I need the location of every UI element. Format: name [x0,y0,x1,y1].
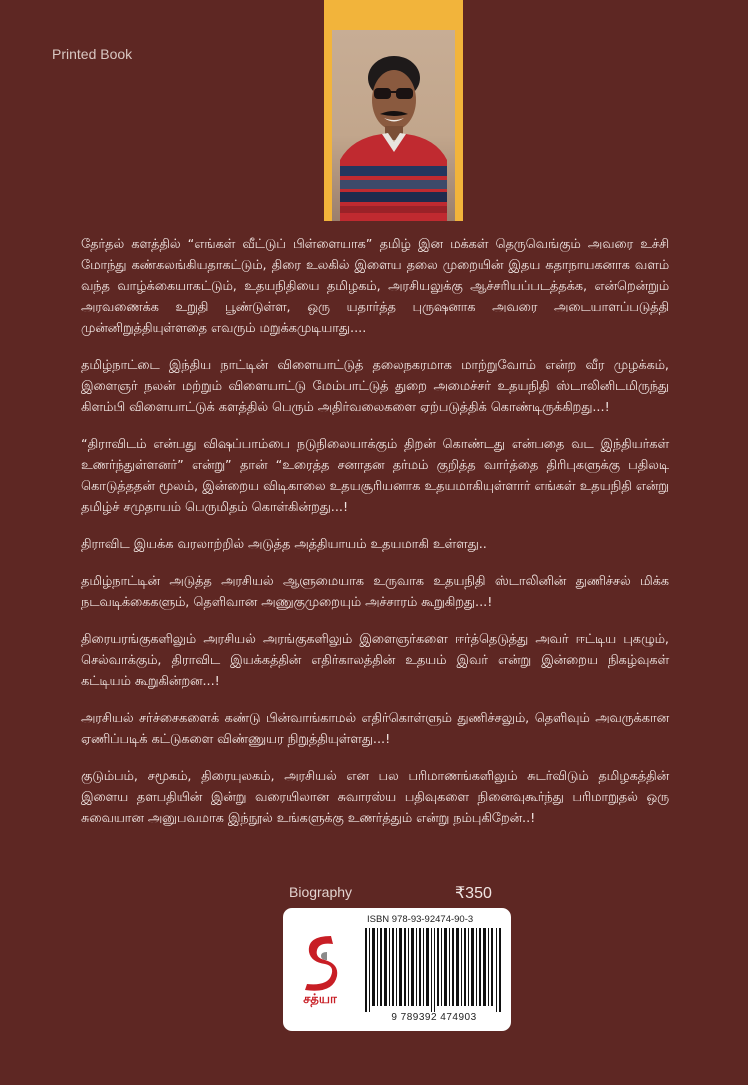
description-paragraph: தேர்தல் களத்தில் “எங்கள் வீட்டுப் பிள்ளையாக” தமிழ் இன மக்கள் தெருவெங்கும் அவரை உச்சி மோந்து கண்கலங்கியதாகட்டும், திரை உலகில் இளைய தலை முறையின் இதய கதாநாயகனாக வளம் வந்த வாழ்க்கையாகட்டும், உதயநிதியை தமிழகம், அரசியலுக்கு ஆச்சரியப்படத்தக்க, என்றென்றும் அரவணைக்க உறுதி பூண்டுள்ள, ஒரு யதார்த்த புருஷனாக அவரை அடையாளப்படுத்தி முன்னிறுத்தியுள்ளதை எவரும் மறுக்கமுடியாது.... [81,237,669,336]
genre-label: Biography [289,884,353,900]
publisher-logo-icon [297,930,343,994]
ean-number: 9 789392 474903 [391,1012,477,1023]
isbn-text: ISBN 978-93-92474-90-3 [367,914,474,925]
barcode-icon [365,928,503,1012]
description-paragraph: அரசியல் சர்ச்சைகளைக் கண்டு பின்வாங்காமல் எதிர்கொள்ளும் துணிச்சலும், தெளிவும் அவருக்கான ஏணிப்படிக் கட்டுகளை விண்ணுயர நிறுத்தியுள்ளது...! [81,711,669,747]
barcode-box [283,908,511,1031]
printed-book-label: Printed Book [52,46,133,62]
description-paragraph: திராவிட இயக்க வரலாற்றில் அடுத்த அத்தியாயம் உதயமாகி உள்ளது.. [81,537,487,552]
description-paragraph: திரையரங்குகளிலும் அரசியல் அரங்குகளிலும் இளைஞர்களை ஈர்த்தெடுத்து அவர் ஈட்டிய புகழும், செல்வாக்கும், திராவிட இயக்கத்தின் எதிர்காலத்தின் உதயம் இவர் என்று இன்றைய நிகழ்வுகள் கட்டியம் கூறுகின்றன...! [81,632,669,689]
price-label: ₹350 [455,885,492,902]
description-paragraph: தமிழ்நாட்டின் அடுத்த அரசியல் ஆளுமையாக உருவாக உதயநிதி ஸ்டாலினின் துணிச்சல் மிக்க நடவடிக்கைகளும், தெளிவான அணுகுமுறையும் அச்சாரம் கூறுகிறது...! [81,574,669,610]
description-paragraph: குடும்பம், சமூகம், திரையுலகம், அரசியல் என பல பரிமாணங்களிலும் சுடர்விடும் தமிழகத்தின் இளைய தளபதியின் இன்று வரையிலான சுவாரஸ்ய பதிவுகளை நினைவுகூர்ந்து பரிமாறுதல் ஒரு சுவையான அனுபவமாக இந்நூல் உங்களுக்கு உணர்த்தும் என்று நம்புகிறேன்..! [81,769,669,826]
author-photo [332,30,455,221]
description-paragraph: தமிழ்நாட்டை இந்திய நாட்டின் விளையாட்டுத் தலைநகரமாக மாற்றுவோம் என்ற வீர முழக்கம், இளைஞர் நலன் மற்றும் விளையாட்டு மேம்பாட்டுத் துறை அமைச்சர் உதயநிதி ஸ்டாலினிடமிருந்து கிளம்பி விளையாட்டுக் களத்தில் பெரும் அதிர்வலைகளை ஏற்படுத்திக் கொண்டிருக்கிறது...! [81,358,669,415]
description-paragraph: “திராவிடம் என்பது விஷப்பாம்பை நடுநிலையாக்கும் திறன் கொண்டது என்பதை வட இந்தியர்கள் உணர்ந்துள்ளனர்” என்று” தான் “உரைத்த சனாதன தர்மம் குறித்த வார்த்தை திரிபுகளுக்கு பதிலடி கொடுத்ததன் மூலம், இன்றைய விடிகாலை உதயசூரியனாக உதயமாகியுள்ளார் எங்கள் உதயநிதி என்று தமிழ்ச் சமுதாயம் பெருமிதம் கொள்கின்றது...! [81,437,669,515]
publisher-name: சத்யா [303,992,337,1007]
author-photo-frame [324,0,463,221]
author-photo-illustration [332,30,455,221]
back-cover-description [81,234,669,845]
